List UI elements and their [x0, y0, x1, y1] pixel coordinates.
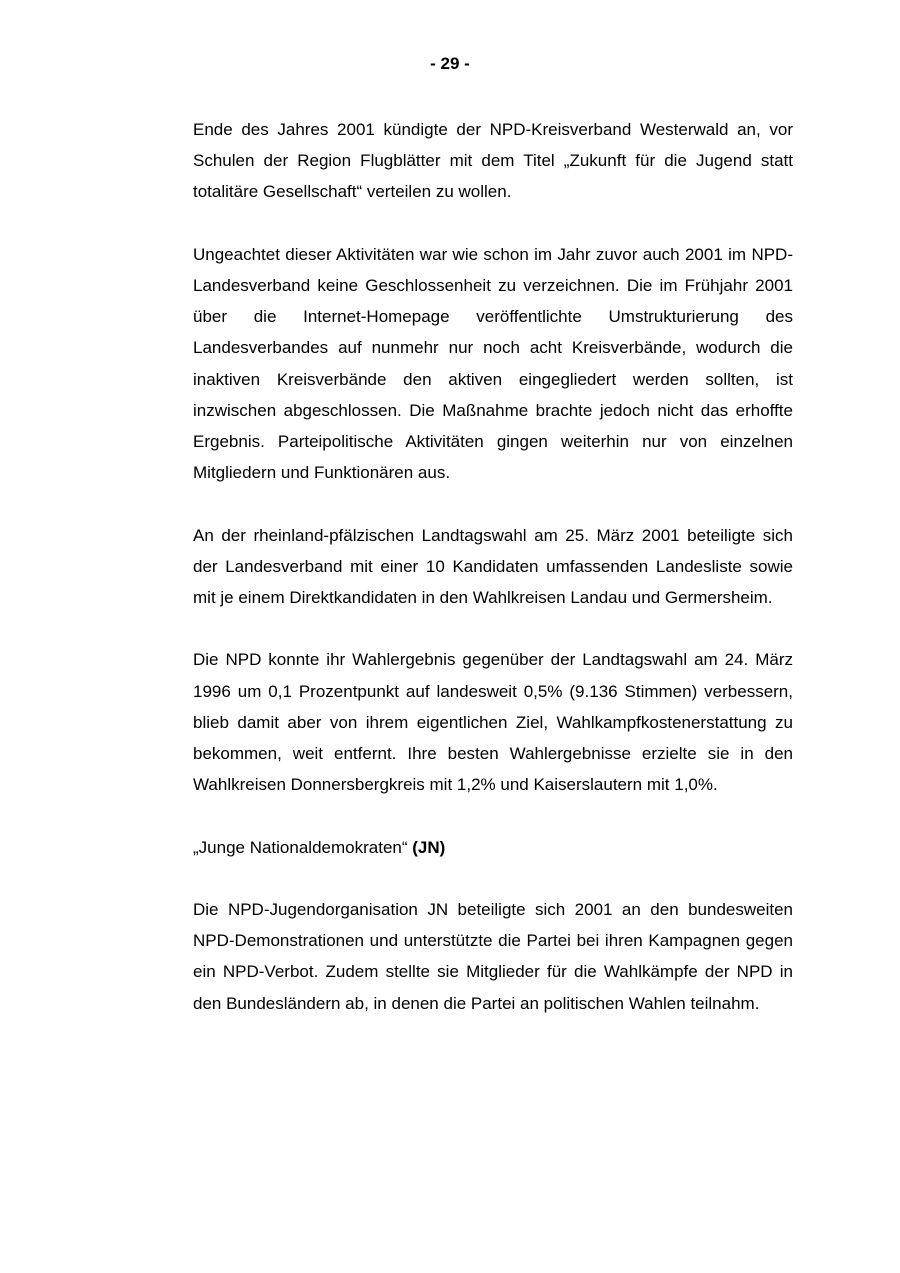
paragraph-landesverband-restructuring: Ungeachtet dieser Aktivitäten war wie schon im Jahr zuvor auch 2001 im NPD-Landesverband keine Geschlossenheit zu verzeichnen. Die im Frühjahr 2001 über die Internet-Homepage veröffentlichte Umstrukturierung des Landesverbandes auf nunmehr nur noch acht Kreisverbände, wodurch die inaktiven Kreisverbände den aktiven eingegliedert werden sollten, ist inzwischen abgeschlossen. Die Maßnahme brachte jedoch nicht das erhoffte Ergebnis. Parteipolitische Aktivitäten gingen weiterhin nur von einzelnen Mitgliedern und Funktionären aus.: [193, 244, 793, 483]
section-heading-abbreviation: (JN): [412, 837, 446, 857]
paragraph-landtagswahl-candidates: An der rheinland-pfälzischen Landtagswahl am 25. März 2001 beteiligte sich der Landesverband mit einer 10 Kandidaten umfassenden Landesliste sowie mit je einem Direktkandidaten in den Wahlkreisen Landau und Germersheim.: [193, 525, 793, 608]
paragraph-westerwald-flyers: Ende des Jahres 2001 kündigte der NPD-Kreisverband Westerwald an, vor Schulen der Region Flugblätter mit dem Titel „Zukunft für die Jugend statt totalitäre Gesellschaft“ verteilen zu wollen.: [193, 120, 793, 202]
page-number: - 29 -: [430, 54, 470, 73]
paragraph-election-results: Die NPD konnte ihr Wahlergebnis gegenüber der Landtagswahl am 24. März 1996 um 0,1 Prozentpunkt auf landesweit 0,5% (9.136 Stimmen) verbessern, blieb damit aber von ihrem eigentlichen Ziel, Wahlkampfkostenerstattung zu bekommen, weit entfernt. Ihre besten Wahlergebnisse erzielte sie in den Wahlkreisen Donnersbergkreis mit 1,2% und Kaiserslautern mit 1,0%.: [193, 650, 793, 795]
paragraph-jn-activities: Die NPD-Jugendorganisation JN beteiligte sich 2001 an den bundesweiten NPD-Demonstrationen und unterstützte die Partei bei ihren Kampagnen gegen ein NPD-Verbot. Zudem stellte sie Mitglieder für die Wahlkämpfe der NPD in den Bundesländern ab, in denen die Partei an politischen Wahlen teilnahm.: [193, 900, 793, 1013]
section-heading-text: „Junge Nationaldemokraten“: [193, 837, 413, 857]
document-body: [193, 114, 793, 1050]
section-heading-jn: [193, 832, 793, 863]
